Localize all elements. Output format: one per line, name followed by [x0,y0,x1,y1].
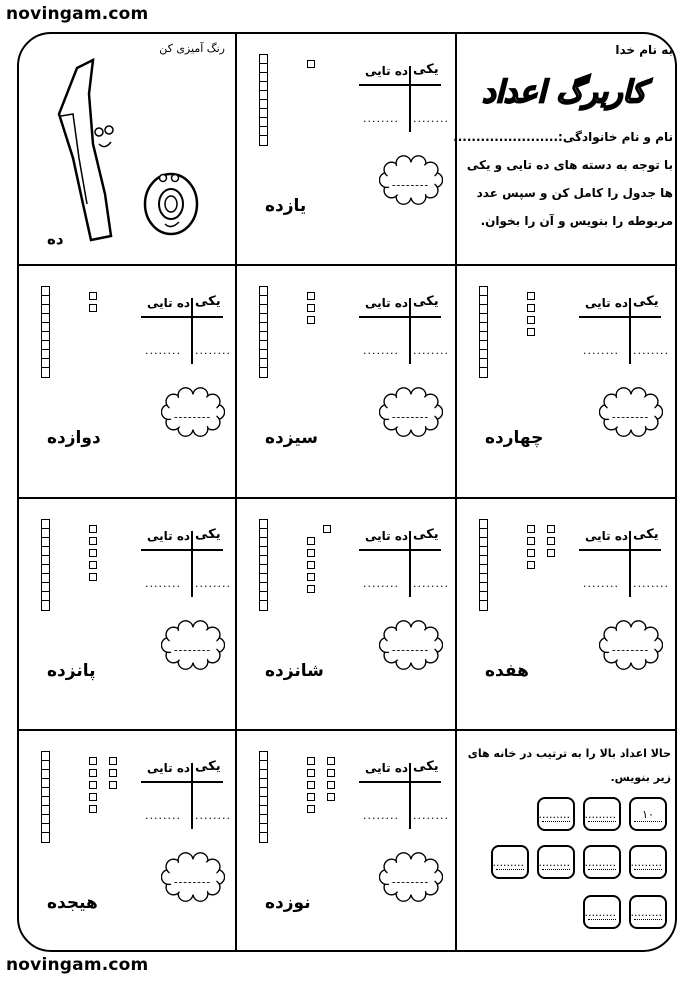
number-word: یازده [265,196,307,216]
tens-blank[interactable]: ........ [583,577,619,590]
instruction-line-3: مربوطه را بنویس و آن را بخوان. [480,214,673,228]
tens-blank[interactable]: ........ [363,577,399,590]
ones-blank[interactable]: ........ [633,344,669,357]
unit-square [327,769,335,777]
number-cell-2 [19,266,235,496]
unit-square [109,769,117,777]
tens-header: ده تایی [365,529,409,543]
answer-box-line: ......... [538,856,570,869]
unit-square [327,757,335,765]
table-vline [409,531,411,597]
unit-square [89,757,97,765]
answer-box[interactable] [583,797,621,831]
bismillah: به نام خدا [615,43,673,57]
unit-square [307,585,315,593]
unit-square [547,537,555,545]
ones-header: یکی [195,527,221,542]
unit-square [89,781,97,789]
worksheet [17,32,677,952]
answer-box-line: ......... [630,856,662,869]
ones-header: یکی [413,759,439,774]
number-cell-4 [457,266,673,496]
site-watermark-top: novingam.com [6,4,149,24]
ones-header: یکی [413,527,439,542]
answer-flower[interactable] [599,386,663,442]
ones-blank[interactable]: ........ [413,344,449,357]
unit-square [109,781,117,789]
site-watermark-bottom: novingam.com [6,955,149,975]
tens-rod [41,286,50,378]
number-word: شانزده [265,661,324,681]
tens-rod [41,751,50,843]
table-vline [629,531,631,597]
unit-square [527,525,535,533]
unit-square [307,60,315,68]
name-line[interactable]: نام و نام خانوادگی:....................... [453,130,673,144]
answer-box-line: ......... [492,856,524,869]
tens-rod [259,54,268,146]
ones-blank[interactable]: ........ [413,112,449,125]
number-cell-8 [19,731,235,952]
table-vline [629,298,631,364]
tens-blank[interactable]: ........ [145,809,181,822]
unit-square [307,757,315,765]
table-vline [409,298,411,364]
ones-header: یکی [413,294,439,309]
table-vline [409,66,411,132]
coloring-panel [19,34,235,264]
unit-square [323,525,331,533]
tens-header: ده تایی [365,296,409,310]
answer-flower[interactable] [161,851,225,907]
ones-header: یکی [413,62,439,77]
tens-rod [41,519,50,611]
tens-blank[interactable]: ........ [583,344,619,357]
tens-header: ده تایی [365,64,409,78]
unit-square [527,292,535,300]
unit-square [307,316,315,324]
title-logo-text: کاربرگ اعداد [482,75,646,110]
table-hline [141,549,223,551]
tens-rod [259,519,268,611]
tens-blank[interactable]: ........ [145,344,181,357]
answer-box[interactable] [629,797,667,831]
number-cell-5 [19,499,235,729]
tens-blank[interactable]: ........ [363,344,399,357]
number-cell-7 [457,499,673,729]
unit-square [527,328,535,336]
answer-box-line: ١٠ [634,809,662,822]
answer-flower[interactable] [599,619,663,675]
answer-flower[interactable] [161,386,225,442]
number-ten-illustration [19,54,229,254]
number-word: چهارده [485,428,544,448]
ones-blank[interactable]: ........ [195,577,231,590]
number-cell-3 [237,266,453,496]
unit-square [547,549,555,557]
worksheet-title [469,58,659,116]
number-word: پانزده [47,661,96,681]
answer-flower[interactable] [379,851,443,907]
unit-square [89,304,97,312]
unit-square [527,316,535,324]
table-hline [141,781,223,783]
ones-blank[interactable]: ........ [413,577,449,590]
number-word: دوازده [47,428,101,448]
unit-square [327,781,335,789]
tens-blank[interactable]: ........ [363,809,399,822]
unit-square [307,793,315,801]
unit-square [89,769,97,777]
unit-square [307,781,315,789]
order-instruction-2: زیر بنویس. [610,771,671,784]
table-hline [359,549,441,551]
unit-square [89,573,97,581]
unit-square [89,537,97,545]
tens-rod [479,519,488,611]
unit-square [89,793,97,801]
answer-box[interactable] [537,797,575,831]
ones-blank[interactable]: ........ [633,577,669,590]
instruction-line-2: ها جدول را کامل کن و سپس عدد [476,186,673,200]
table-hline [359,84,441,86]
unit-square [307,805,315,813]
unit-square [89,561,97,569]
number-word: نوزده [265,893,311,913]
tens-rod [259,286,268,378]
unit-square [527,549,535,557]
table-vline [409,763,411,829]
ones-header: یکی [633,527,659,542]
answer-box[interactable] [537,845,575,879]
tens-rod [479,286,488,378]
number-cell-1 [237,34,453,264]
answer-box-line: ......... [584,808,616,821]
instruction-line-1: با توجه به دسته های ده تایی و یکی [466,158,673,172]
unit-square [307,561,315,569]
tens-blank[interactable]: ........ [363,112,399,125]
unit-square [547,525,555,533]
unit-square [527,304,535,312]
unit-square [307,304,315,312]
unit-square [307,292,315,300]
ones-header: یکی [633,294,659,309]
number-cell-9 [237,731,453,952]
number-cell-6 [237,499,453,729]
number-word: هیجده [47,893,98,913]
unit-square [89,805,97,813]
unit-square [307,537,315,545]
tens-rod [259,751,268,843]
tens-header: ده تایی [147,761,191,775]
unit-square [307,573,315,581]
ones-header: یکی [195,759,221,774]
answer-box-line: ......... [584,856,616,869]
unit-square [307,549,315,557]
table-hline [359,316,441,318]
unit-square [327,793,335,801]
header-panel [453,34,677,264]
table-vline [191,531,193,597]
unit-square [89,549,97,557]
answer-box[interactable] [583,845,621,879]
tens-blank[interactable]: ........ [145,577,181,590]
answer-box[interactable] [629,845,667,879]
table-hline [579,549,661,551]
tens-header: ده تایی [585,529,629,543]
unit-square [89,292,97,300]
unit-square [527,537,535,545]
unit-square [109,757,117,765]
tens-header: ده تایی [365,761,409,775]
number-word: هفده [485,661,529,681]
ones-blank[interactable]: ........ [413,809,449,822]
ones-blank[interactable]: ........ [195,344,231,357]
table-vline [191,763,193,829]
table-hline [359,781,441,783]
unit-square [307,769,315,777]
order-instruction-1: حالا اعداد بالا را به ترتیب در خانه های [467,747,671,760]
ones-header: یکی [195,294,221,309]
unit-square [527,561,535,569]
order-task-panel [457,731,677,952]
answer-flower[interactable] [379,386,443,442]
answer-box[interactable] [629,895,667,929]
number-word: سیزده [265,428,318,448]
coloring-instruction: رنگ آمیزی کن [159,42,225,55]
tens-header: ده تایی [147,296,191,310]
answer-flower[interactable] [379,619,443,675]
answer-box-line: ......... [538,808,570,821]
unit-square [89,525,97,533]
ones-blank[interactable]: ........ [195,809,231,822]
tens-header: ده تایی [585,296,629,310]
answer-box-line: ......... [584,906,616,919]
answer-box[interactable] [491,845,529,879]
answer-box-line: ......... [630,906,662,919]
tens-header: ده تایی [147,529,191,543]
table-vline [191,298,193,364]
table-hline [579,316,661,318]
coloring-word: ده [47,230,64,248]
answer-flower[interactable] [161,619,225,675]
answer-flower[interactable] [379,154,443,210]
table-hline [141,316,223,318]
answer-box[interactable] [583,895,621,929]
